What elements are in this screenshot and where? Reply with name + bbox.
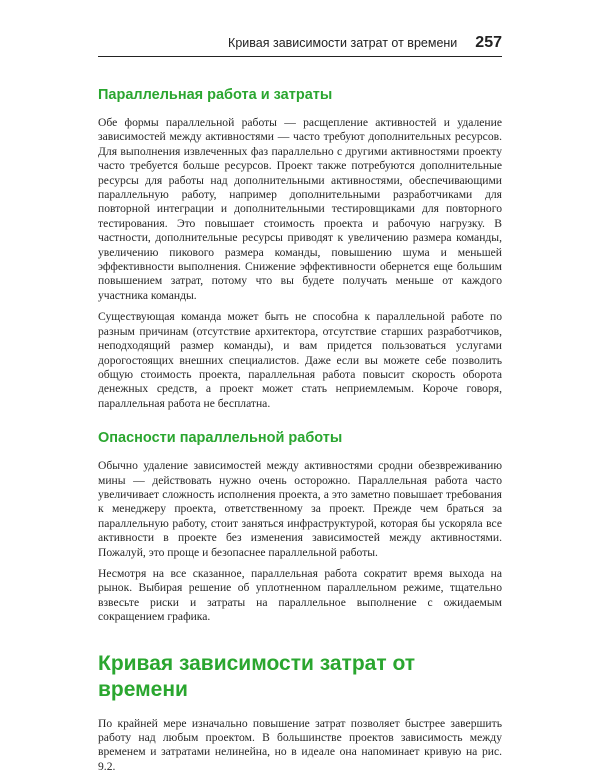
- book-page: [98, 34, 502, 774]
- section-heading-parallel-work-costs: Параллельная работа и затраты: [98, 87, 333, 103]
- running-header: [98, 34, 502, 57]
- paragraph: Обе формы параллельной работы — расщепление активностей и удаление зависимостей между активностями — часто требуют дополнительных ресурсов. Для выполнения извлеченных фаз параллельно с другими активностями проекту часто требуется больше ресурсов. Проект также потребуются дополнительные ресурсы для работы над дополнительными активностями, обеспечивающими параллельную работу, например дополнительными разработчиками для повторной интеграции и дополнительными тестировщиками для повторного тестирования. Это повышает стоимость проекта и рабочую нагрузку. В частности, дополнительные ресурсы приводят к увеличению размера команды, увеличению пикового размера команды, повышению шума и меньшей эффективности выполнения. Снижение эффективности обернется еще большим повышением затрат, потому что вы будете получать меньше от каждого участника команды.: [98, 116, 502, 302]
- paragraph: Существующая команда может быть не способна к параллельной работе по разным причинам (отсутствие архитектора, отсутствие старших разработчиков, неподходящий размер команды), и вам придется пользоваться услугами дорогостоящих внешних специалистов. Даже если вы можете себе позволить общую стоимость проекта, параллельная работа повысит скорость оборота денежных средств, а проект может стать неприемлемым. Короче говоря, параллельная работа не бесплатна.: [98, 310, 502, 410]
- paragraph: Несмотря на все сказанное, параллельная работа сократит время выхода на рынок. Выбирая решение об уплотненном параллельном режиме, тщательно взвесьте риски и затраты на параллельное выполнение с ожидаемым сокращением графика.: [98, 566, 502, 624]
- chapter-heading-cost-time-curve: Кривая зависимости затрат от времени: [98, 651, 416, 701]
- paragraph: По крайней мере изначально повышение затрат позволяет быстрее завершить работу над любым проектом. В большинстве проектов зависимость между временем и затратами нелинейна, но в идеале она напоминает кривую на рис. 9.2.: [98, 716, 502, 773]
- running-title: Кривая зависимости затрат от времени: [228, 36, 458, 50]
- page-number: 257: [475, 34, 502, 51]
- section-heading-parallel-work-dangers: Опасности параллельной работы: [98, 430, 343, 447]
- paragraph: Обычно удаление зависимостей между активностями сродни обезвреживанию мины — действовать нужно очень осторожно. Параллельная работа часто увеличивает сложность исполнения проекта, а это заметно повышает требования к менеджеру проекта, ответственному за проект. Прежде чем браться за параллельную работу, стоит заняться инфраструктурой, которая бы ускоряла все активности в проекте без изменения зависимостей между активностями. Пожалуй, это проще и безопаснее параллельной работы.: [98, 459, 502, 559]
